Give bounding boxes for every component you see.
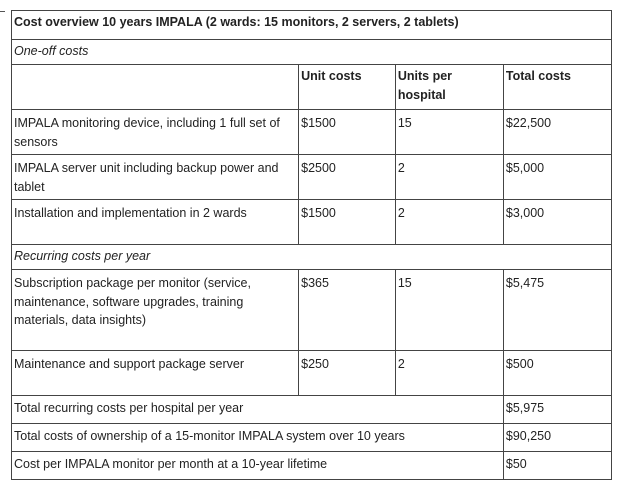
summary-row xyxy=(12,424,612,452)
units-cell: 15 xyxy=(395,270,503,351)
total-cell: $500 xyxy=(503,351,611,396)
table-row xyxy=(12,110,612,155)
table-row xyxy=(12,200,612,245)
total-cell: $22,500 xyxy=(503,110,611,155)
summary-total: $5,975 xyxy=(503,396,611,424)
cost-overview-table xyxy=(11,10,612,480)
total-cell: $5,000 xyxy=(503,155,611,200)
header-units-per-hospital: Units per hospital xyxy=(395,65,503,110)
leading-dash xyxy=(0,11,5,12)
table-row xyxy=(12,270,612,351)
units-cell: 15 xyxy=(395,110,503,155)
item-cell: IMPALA server unit including backup power and tablet xyxy=(12,155,299,200)
unit-cost-cell: $1500 xyxy=(299,110,396,155)
header-total-costs: Total costs xyxy=(503,65,611,110)
units-cell: 2 xyxy=(395,200,503,245)
total-cell: $5,475 xyxy=(503,270,611,351)
summary-total: $90,250 xyxy=(503,424,611,452)
section-heading-oneoff: One-off costs xyxy=(12,40,612,65)
unit-cost-cell: $2500 xyxy=(299,155,396,200)
section-row-recurring xyxy=(12,245,612,270)
section-heading-recurring: Recurring costs per year xyxy=(12,245,612,270)
table-title: Cost overview 10 years IMPALA (2 wards: 15 monitors, 2 servers, 2 tablets) xyxy=(12,11,612,40)
unit-cost-cell: $250 xyxy=(299,351,396,396)
summary-label: Cost per IMPALA monitor per month at a 10-year lifetime xyxy=(12,452,504,480)
header-blank xyxy=(12,65,299,110)
summary-row xyxy=(12,452,612,480)
table-row xyxy=(12,155,612,200)
summary-label: Total recurring costs per hospital per year xyxy=(12,396,504,424)
units-cell: 2 xyxy=(395,155,503,200)
title-row xyxy=(12,11,612,40)
units-cell: 2 xyxy=(395,351,503,396)
summary-label: Total costs of ownership of a 15-monitor IMPALA system over 10 years xyxy=(12,424,504,452)
total-cell: $3,000 xyxy=(503,200,611,245)
item-cell: Maintenance and support package server xyxy=(12,351,299,396)
table-row xyxy=(12,351,612,396)
item-cell: IMPALA monitoring device, including 1 full set of sensors xyxy=(12,110,299,155)
section-row-oneoff xyxy=(12,40,612,65)
summary-row xyxy=(12,396,612,424)
item-cell: Installation and implementation in 2 wards xyxy=(12,200,299,245)
summary-total: $50 xyxy=(503,452,611,480)
header-unit-costs: Unit costs xyxy=(299,65,396,110)
header-row xyxy=(12,65,612,110)
unit-cost-cell: $1500 xyxy=(299,200,396,245)
unit-cost-cell: $365 xyxy=(299,270,396,351)
item-cell: Subscription package per monitor (service, maintenance, software upgrades, training materials, data insights) xyxy=(12,270,299,351)
